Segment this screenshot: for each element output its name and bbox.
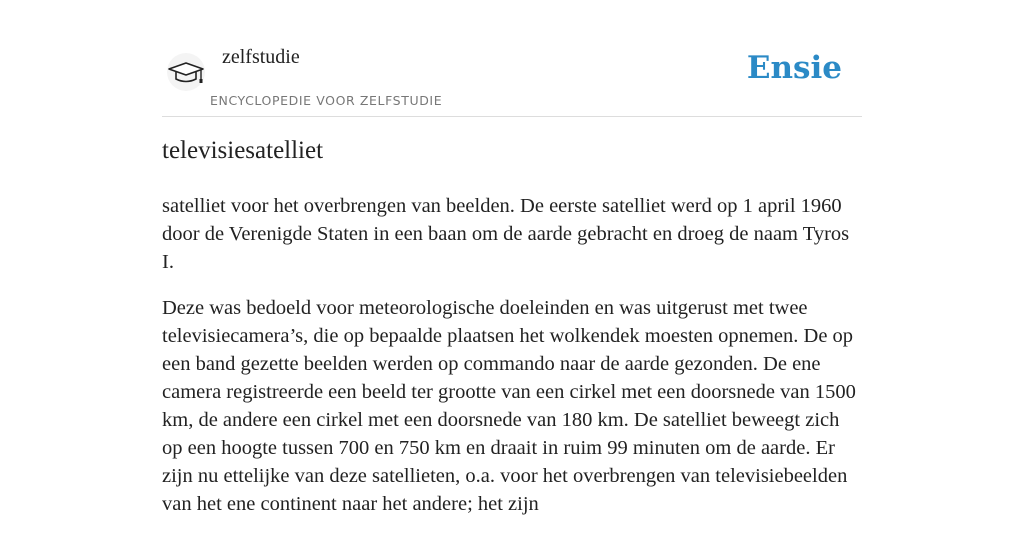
article-paragraph: satelliet voor het overbrengen van beelden. De eerste satelliet werd op 1 april 1960 door de Verenigde Staten in een baan om de aarde gebracht en droeg de naam Tyros I. <box>162 195 850 273</box>
graduation-cap-icon[interactable] <box>164 52 208 92</box>
page <box>162 0 862 515</box>
site-header <box>162 38 862 117</box>
article-paragraph: Deze was bedoeld voor meteorologische doeleinden en was uitgerust met twee televisiecamera’s, die op bepaalde plaatsen het wolkendek moesten opnemen. De op een band gezette beelden werden op commando naar de aarde gezonden. De ene camera registreerde een beeld ter grootte van een cirkel met een doorsnede van 1500 km, de andere een cirkel met een doorsnede van 180 km. De satelliet beweegt zich op een hoogte tussen 700 en 750 km en draait in ruim 99 minuten om de aarde. Er zijn nu ettelijke van deze satellieten, o.a. voor het overbrengen van televisiebeelden van het ene continent naar het andere; het zijn <box>162 297 856 515</box>
site-name[interactable]: zelfstudie <box>222 46 300 68</box>
article-body <box>162 192 862 536</box>
page-title: televisiesatelliet <box>162 137 324 164</box>
brand-logo[interactable]: Ensie <box>746 50 842 86</box>
site-tagline: ENCYCLOPEDIE VOOR ZELFSTUDIE <box>210 93 443 108</box>
